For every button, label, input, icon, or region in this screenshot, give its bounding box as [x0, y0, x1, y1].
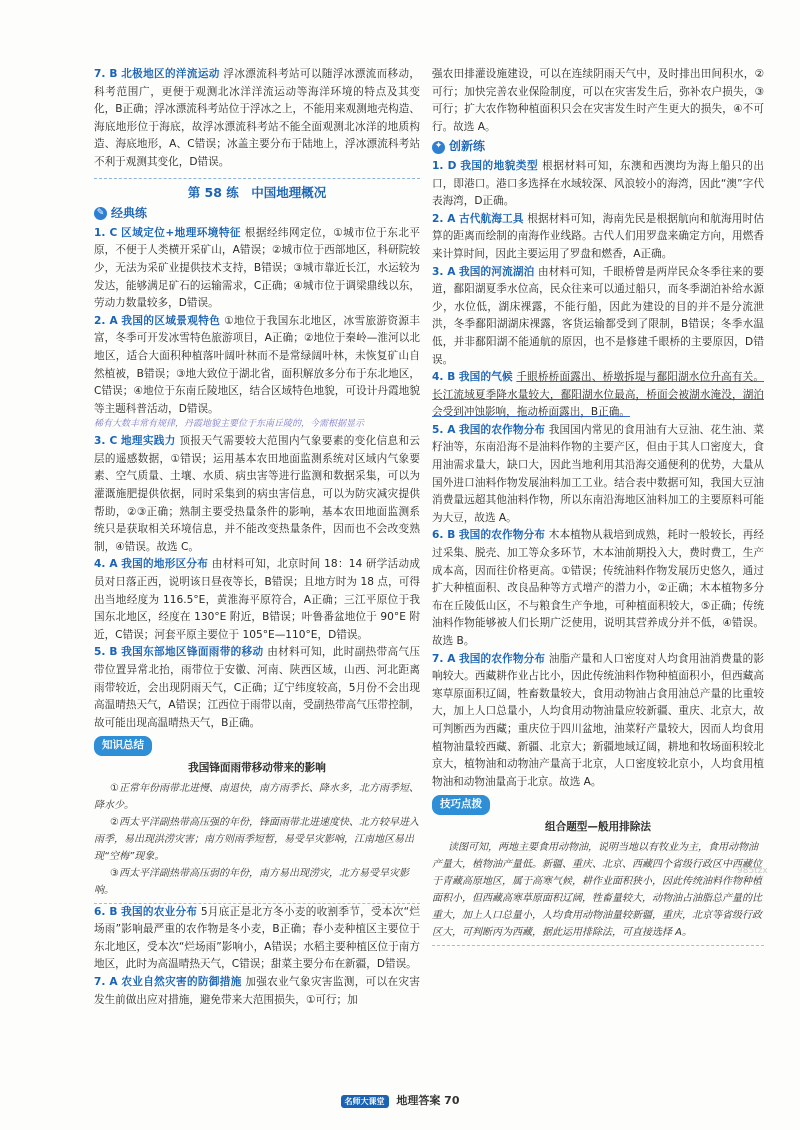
- answer-number: 7. B: [94, 68, 118, 80]
- answer-3: [94, 433, 420, 556]
- answer-text: 由材料可知，北京时间 18：14 研学活动成员对日落正西，说明该日昼夜等长，B错误；且地方时为 18 点，可得出当地经度为 116.5°E，黄淮海平原符合，A正确；三江平原位于我国东北地区，经度在 130°E 附近，B错误；叶鲁番盆地位于 90°E 附近，C错误；河套平原主要位于 105°E—110°E，D错误。: [94, 558, 421, 641]
- answer-tag: 我国的农业分布: [121, 905, 198, 918]
- answer-tag: 我国的农作物分布: [458, 529, 546, 542]
- answer-tag: 我国的区域景观特色: [121, 314, 221, 327]
- answer-tag: 古代航海工具: [459, 212, 524, 225]
- left-column: [94, 66, 420, 1009]
- answer-tag: 区域定位+地理环境特征: [121, 226, 241, 239]
- lightbulb-icon: ✦: [432, 141, 445, 154]
- footer-badge: 名师大课堂: [341, 1095, 389, 1108]
- box-body: [94, 780, 420, 904]
- answer-5: [94, 644, 420, 732]
- watermark: 985tzx: [737, 866, 768, 876]
- answer-text: 我国国内常见的食用油有大豆油、花生油、菜籽油等，东南沿海不是油料作物的主要产区，但由于其人口密度大，食用油需求量大，缺口大，因此当地利用其沿海交通便利的优势，大量从国外进口油料作物发展油料加工工业。结合表中数据可知，我国大豆油消费量远超其他油料作物，所以东南沿海地区油料加工的主要原料可能为大豆，故选 A。: [432, 423, 764, 524]
- answer-7: [94, 974, 420, 1009]
- answer-tag: 我国的地形区分布: [121, 558, 209, 571]
- answer-tag: 我国的地貌类型: [460, 159, 539, 172]
- skill-tip-label: 技巧点拨: [432, 795, 490, 815]
- answer-number: 5. A: [432, 423, 456, 436]
- page-footer: [0, 1092, 800, 1108]
- box-title: 我国锋面雨带移动带来的影响: [188, 761, 326, 774]
- answer-text: 油脂产量和人口密度对人均食用油消费量的影响较大。西藏耕作业占比小，因此传统油料作物种植面积小，但西藏高寒草原面积辽阔，牲畜数量较大，食用动物油占食用油总产量的比重较大，加上人口总量小，人均食用动物油量应较新疆、重庆、北京大，故可判断西为西藏；重庆位于四川盆地，油菜籽产量较大，因而人均食用植物油量较西藏、新疆、北京大；新疆地域辽阔，耕地和牧场面积较北京大，植物油和动物油产量高于北京，人口密度较北京小，人均食用植物油和动物油量高于北京。故选 A。: [432, 652, 764, 788]
- answer-6: [94, 904, 420, 974]
- answer-number: 6. B: [94, 905, 118, 918]
- skill-tip-box: [432, 791, 764, 945]
- innovation-practice-label: 创新练: [449, 139, 486, 154]
- answer-text: 5月底正是北方冬小麦的收割季节，受本次“烂场雨”影响最严重的农作物是冬小麦，B正确；春小麦种植区主要位于东北地区，受本次“烂场雨”影响小，A错误；水稻主要种植区位于南方地区，此时为高温晴热天气，C错误；甜菜主要分布在新疆，D错误。: [94, 905, 421, 971]
- answer-7-prev: [94, 66, 420, 172]
- innovation-practice-heading: [432, 138, 764, 156]
- answer-4: [94, 556, 420, 644]
- right-column: [432, 66, 764, 946]
- answer-4: [432, 369, 764, 422]
- answer-6: [432, 527, 764, 650]
- box-title: 组合题型—般用排除法: [545, 820, 651, 833]
- answer-text: 木本植物从栽培到成熟，耗时一般较长，再经过采集、脱壳、加工等众多环节，木本油前期投入大，费时费工，生产成本高，因而往价格更高。①错误；传统油料作物发展历史悠久，通过扩大种植面积、改良品种等方式增产的潜力小，②正确；木本植物多分布在丘陵低山区，不与粮食生产争地，可种植面积较大，⑤正确；传统油料作物能够被人们长期广泛使用，说明其营养成分并不低，④错误。故选 B。: [432, 529, 765, 647]
- answer-number: 1. D: [432, 159, 457, 172]
- answer-number: 5. B: [94, 646, 118, 659]
- answer-number: 4. A: [94, 558, 118, 571]
- box-line: ②西太平洋副热带高压强的年份，锋面雨带北进速度快、北方较早进入雨季，易出现洪涝灾害；南方则雨季短暂，易受旱灾影响，江南地区易出现“空梅”现象。: [94, 816, 419, 862]
- answer-text: 加强农业气象灾害监测，可以在灾害发生前做出应对措施，避免带来大范围损失，①可行；加: [94, 975, 420, 1006]
- answer-number: 2. A: [94, 314, 118, 327]
- answer-text: 由材料可知，此时副热带高气压带位置异常北抬，雨带位于安徽、河南、陕西区域，山西、河北距离雨带较近，会出现阴雨天气，C正确；辽宁纬度较高，5月份不会出现高温晴热天气，A错误；江西位于雨带以南，受副热带高气压带控制，故可能出现高温晴热天气，B正确。: [94, 646, 421, 729]
- section-title: 第 58 练 中国地理概况: [94, 178, 420, 202]
- answer-number: 7. A: [432, 652, 456, 665]
- answer-text: ①地位于我国东北地区，冰雪旅游资源丰富，冬季可开发冰雪特色旅游项目，A正确；②地位于秦岭—淮河以北地区，适合大面积种植落叶阔叶林而不是常绿阔叶林，未恢复矿山自然植被，B错误；③地大致位于湖北省，面积解放多分布于东北地区，C错误；④地位于东南丘陵地区，结合区域特色地貌，可设计丹霞地貌等主题科普活动，D错误。: [94, 314, 420, 415]
- answer-2: [94, 313, 420, 419]
- answer-text: 浮冰漂流科考站可以随浮冰漂流而移动，科考范围广，更便于观测北冰洋洋流运动等海洋环境的特点及其变化，B正确；浮冰漂流科考站位于浮冰之上，不能用来观测地壳构造、海底地形位于海底，故浮冰漂流科考站不能全面观测北冰洋的地质构造、海底地形，A、C错误；冰盖主要分布于陆地上，浮冰漂流科考站不利于观测其变化，D错误。: [94, 68, 420, 168]
- answer-tag: 我国的气候: [458, 371, 513, 384]
- answer-1: [432, 158, 764, 211]
- answer-tag: 我国的农作物分布: [459, 652, 546, 665]
- handwritten-note: 稀有大数丰常有规律，丹霞地貌主要位于东南丘陵的，今需根据显示: [94, 419, 365, 430]
- pencil-icon: ✎: [94, 207, 107, 220]
- answer-number: 4. B: [432, 371, 456, 384]
- answer-text: 由材料可知，千眼桥曾是两岸民众冬季往来的要道，鄱阳湖夏季水位高，民众往来可以通过船只，而冬季湖泊补给水源少，水位低，湖床裸露，不能行船，因此为建设的目的并不是分流泄洪，冬季鄱阳湖湖床裸露，客货运输都受到了限制，B错误；冬季水温低，并非鄱阳湖不能通航的原因，也不是修建千眼桥的主要原因，D错误。: [432, 265, 764, 366]
- box-line: ③西太平洋副热带高压弱的年份，南方易出现涝灾，北方易受旱灾影响。: [94, 867, 409, 896]
- answer-3: [432, 264, 764, 370]
- answer-7-cont: 强农田排灌设施建设，可以在连续阴雨天气中，及时排出田间积水，②可行；加快完善农业保险制度，可以在灾害发生后，弥补农户损失，③可行；扩大农作物种植面积只会在灾害发生时产生更大的损失，④不可行。故选 A。: [432, 68, 764, 133]
- answer-number: 7. A: [94, 975, 118, 988]
- knowledge-summary-box: [94, 732, 420, 903]
- answer-number: 6. B: [432, 529, 456, 542]
- answer-number: 1. C: [94, 226, 118, 239]
- answer-tag: 我国的河流湖泊: [459, 265, 535, 278]
- answer-text: 顶报天气需要较大范围内气象要素的变化信息和云层的遥感数据，①错误；运用基本农田地面监测系统对区域内气象要素、空气质量、土壤、水质、病虫害等进行监测和数据采集，可以为灌溉施肥提供依据，同时采集到的病虫害信息，可以为防灾减灾提供帮助，②③正确；熟制主要受热量条件的影响，基本农田地面监测系统只是获取相关环境信息，并不能改变热量条件，因而也不会改变熟制，④错误。故选 C。: [94, 435, 421, 553]
- answer-1: [94, 225, 420, 313]
- answer-tag: 农业自然灾害的防御措施: [121, 975, 242, 988]
- answer-tag: 我国东部地区锋面雨带的移动: [121, 646, 264, 659]
- answer-tag: 我国的农作物分布: [459, 423, 546, 436]
- answer-number: 3. C: [94, 435, 118, 448]
- answer-tag: 地理实践力: [120, 435, 176, 448]
- footer-text: 地理答案 70: [396, 1094, 460, 1107]
- answer-number: 3. A: [432, 265, 456, 278]
- answer-text: 千眼桥桥面露出、桥墩拆堤与鄱阳湖水位升高有关。长江流域夏季降水量较大，鄱阳湖水位最高，桥面会被湖水淹没，湖泊会受到冲蚀影响，拖动桥面露出，B正确。: [432, 371, 765, 419]
- answer-2: [432, 211, 764, 264]
- box-line: 读图可知，两地主要食用动物油，说明当地以有牧业为主，食用动物油产量大，植物油产量低。新疆、重庆、北京、西藏四个省级行政区中西藏位于青藏高原地区，属于高寒气候，耕作业面积狭小，因此传统油料作物种植面积小，但西藏高寒草原面积辽阔，牲畜量较大，动物油占油脂总产量的比重大，加上人口总量小，人均食用动物油量较新疆，重庆，北京等省级行政区大，可判断丙为西藏，据此运用排除法，可直接选择 A。: [432, 841, 762, 938]
- answer-text: 根据材料可知，海南先民是根据航向和航海用时估算的距离而绘制的南海作业线路。古代人们用罗盘来确定方向，用燃香来计算时间，因此主要运用了罗盘和燃香，A正确。: [432, 212, 764, 260]
- answer-number: 2. A: [432, 212, 456, 225]
- classic-practice-heading: [94, 205, 420, 223]
- answer-text: 根据材料可知，东澳和西澳均为海上船只的出口，即港口。港口多选择在水域较深、风浪较小的海湾，因此“澳”字代表海湾，D正确。: [432, 159, 764, 208]
- classic-practice-label: 经典练: [111, 206, 148, 221]
- answer-5: [432, 422, 764, 528]
- knowledge-summary-label: 知识总结: [94, 736, 152, 756]
- box-line: ①正常年份雨带北进慢、南退快，南方雨季长、降水多，北方雨季短、降水少。: [94, 782, 419, 811]
- answer-7: [432, 651, 764, 792]
- answer-tag: 北极地区的洋流运动: [121, 68, 220, 80]
- box-body: [432, 839, 764, 946]
- answer-text: 根据经纬网定位，①城市位于东北平原，不便于人类横开采矿山，A错误；②城市位于西部地区，科研院较少，无法为采矿业提供技术支持，B错误；③城市靠近长江，水运较为发达，能够满足矿石的运输需求，C正确；④城市位于调梁鼎线以东，劳动力数量较多，D错误。: [94, 226, 420, 310]
